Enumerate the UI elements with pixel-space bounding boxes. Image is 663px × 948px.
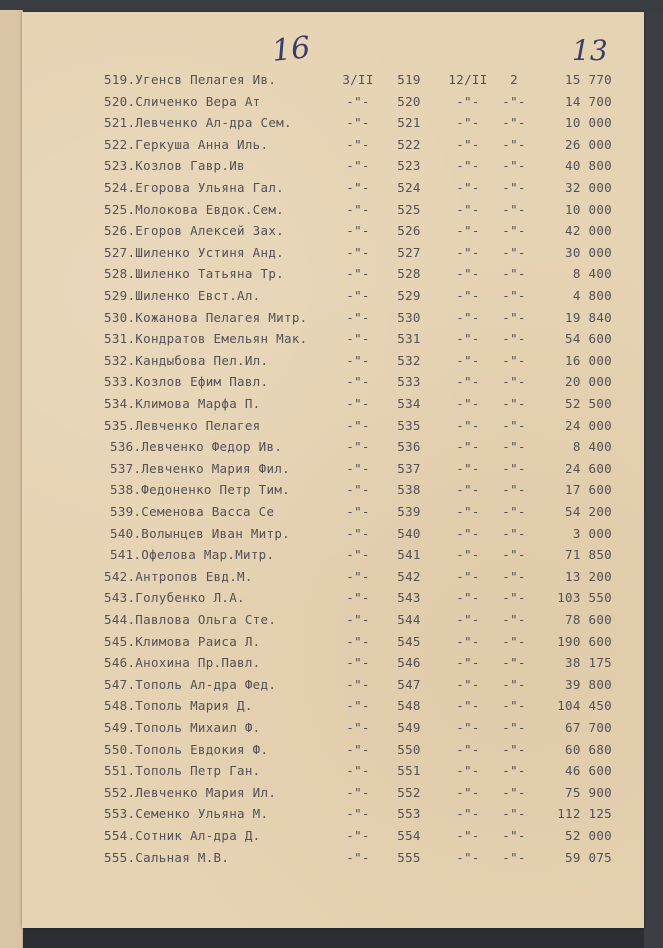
- person-name: 532.Кандыбова Пел.Ил.: [104, 352, 269, 368]
- date-cell: -"-: [346, 180, 370, 195]
- date-cell: -"-: [456, 612, 480, 627]
- amount-cell: 30 000: [565, 244, 612, 260]
- ditto-cell: -"-: [502, 720, 526, 735]
- bleed-through-text: [112, 894, 632, 910]
- amount-cell: 24 000: [565, 417, 612, 433]
- ditto-cell: -"-: [502, 396, 526, 411]
- amount-cell: 14 700: [565, 93, 612, 109]
- table-row: [22, 504, 644, 526]
- ditto-cell: -"-: [502, 309, 526, 325]
- person-name: 533.Козлов Ефим Павл.: [104, 374, 269, 390]
- table-row: [22, 158, 644, 180]
- ditto-cell: -"-: [502, 676, 526, 692]
- ditto-cell: -"-: [502, 612, 526, 627]
- table-row: [22, 288, 644, 310]
- amount-cell: 104 450: [557, 698, 612, 714]
- table-row: [22, 353, 644, 375]
- amount-cell: 26 000: [565, 136, 612, 152]
- date-cell: -"-: [456, 828, 480, 843]
- entry-number: 527: [397, 244, 421, 260]
- date-cell: -"-: [456, 806, 480, 822]
- date-cell: -"-: [346, 460, 370, 476]
- entry-number: 541: [397, 547, 421, 563]
- date-cell: -"-: [346, 93, 370, 109]
- person-name: 552.Левченко Мария Ил.: [104, 784, 277, 800]
- date-cell: -"-: [346, 136, 370, 152]
- entry-number: 529: [397, 288, 421, 303]
- amount-cell: 52 000: [565, 828, 612, 843]
- date-cell: -"-: [346, 633, 370, 649]
- ditto-cell: -"-: [502, 633, 526, 649]
- entry-number: 540: [397, 525, 421, 541]
- person-name: 554.Сотник Ал-дра Д.: [104, 828, 261, 843]
- date-cell: -"-: [456, 741, 480, 757]
- date-cell: -"-: [456, 331, 480, 347]
- amount-cell: 16 000: [565, 352, 612, 368]
- amount-cell: 3 000: [572, 525, 612, 541]
- table-row: [22, 180, 644, 202]
- ditto-cell: -"-: [502, 288, 526, 303]
- entry-number: 551: [397, 763, 421, 779]
- table-row: [22, 720, 644, 742]
- table-row: [22, 94, 644, 116]
- table-row: [22, 655, 644, 677]
- amount-cell: 42 000: [565, 223, 612, 239]
- date-cell: 12/II: [448, 72, 488, 87]
- person-name: 528.Шиленко Татьяна Тр.: [104, 266, 284, 282]
- person-name: 527.Шиленко Устиня Анд.: [104, 244, 284, 260]
- date-cell: -"-: [346, 568, 370, 584]
- table-row: [22, 245, 644, 267]
- ditto-cell: -"-: [502, 136, 526, 152]
- date-cell: -"-: [346, 331, 370, 347]
- date-cell: -"-: [346, 201, 370, 217]
- person-name: 541.Офелова Мар.Митр.: [110, 547, 275, 563]
- date-cell: -"-: [346, 374, 370, 390]
- ditto-cell: -"-: [502, 698, 526, 714]
- handwritten-mark: 16: [270, 30, 312, 69]
- amount-cell: 52 500: [565, 396, 612, 411]
- table-row: [22, 634, 644, 656]
- amount-cell: 67 700: [565, 720, 612, 735]
- ditto-cell: -"-: [502, 180, 526, 195]
- ditto-cell: -"-: [502, 223, 526, 239]
- amount-cell: 8 400: [572, 439, 612, 455]
- date-cell: -"-: [456, 396, 480, 411]
- table-row: [22, 418, 644, 440]
- date-cell: -"-: [456, 504, 480, 519]
- date-cell: -"-: [346, 309, 370, 325]
- person-name: 535.Левченко Пелагея: [104, 417, 261, 433]
- entry-number: 546: [397, 655, 421, 671]
- table-row: [22, 698, 644, 720]
- table-row: [22, 763, 644, 785]
- date-cell: -"-: [456, 547, 480, 563]
- date-cell: -"-: [456, 849, 480, 865]
- entry-number: 526: [397, 223, 421, 239]
- person-name: 519.Угенсв Пелагея Ив.: [104, 72, 277, 87]
- person-name: 544.Павлова Ольга Сте.: [104, 612, 277, 627]
- person-name: 546.Анохина Пр.Павл.: [104, 655, 261, 671]
- amount-cell: 38 175: [565, 655, 612, 671]
- person-name: 538.Федоненко Петр Тим.: [110, 482, 290, 498]
- date-cell: -"-: [346, 439, 370, 455]
- ditto-cell: -"-: [502, 482, 526, 498]
- date-cell: -"-: [346, 741, 370, 757]
- date-cell: -"-: [456, 223, 480, 239]
- entry-number: 521: [397, 115, 421, 131]
- amount-cell: 19 840: [565, 309, 612, 325]
- date-cell: -"-: [456, 201, 480, 217]
- person-name: 539.Семенова Васса Се: [110, 504, 275, 519]
- entry-number: 544: [397, 612, 421, 627]
- person-name: 550.Тополь Евдокия Ф.: [104, 741, 269, 757]
- person-name: 536.Левченко Федор Ив.: [110, 439, 283, 455]
- ditto-cell: -"-: [502, 568, 526, 584]
- amount-cell: 4 800: [572, 288, 612, 303]
- entry-number: 553: [397, 806, 421, 822]
- date-cell: -"-: [456, 417, 480, 433]
- ditto-cell: -"-: [502, 741, 526, 757]
- amount-cell: 15 770: [565, 72, 612, 87]
- ditto-cell: -"-: [502, 460, 526, 476]
- person-name: 524.Егорова Ульяна Гал.: [104, 180, 284, 195]
- date-cell: -"-: [456, 374, 480, 390]
- date-cell: -"-: [346, 547, 370, 563]
- amount-cell: 10 000: [565, 115, 612, 131]
- table-row: [22, 439, 644, 461]
- table-row: [22, 547, 644, 569]
- person-name: 542.Антропов Евд.М.: [104, 568, 253, 584]
- date-cell: -"-: [456, 568, 480, 584]
- date-cell: -"-: [456, 482, 480, 498]
- ditto-cell: -"-: [502, 266, 526, 282]
- person-name: 530.Кожанова Пелагея Митр.: [104, 309, 308, 325]
- table-row: [22, 396, 644, 418]
- amount-cell: 20 000: [565, 374, 612, 390]
- entry-number: 547: [397, 676, 421, 692]
- ditto-cell: -"-: [502, 849, 526, 865]
- person-name: 534.Климова Марфа П.: [104, 396, 261, 411]
- date-cell: -"-: [346, 655, 370, 671]
- date-cell: 3/II: [342, 72, 374, 87]
- person-name: 540.Волынцев Иван Митр.: [110, 525, 290, 541]
- date-cell: -"-: [346, 763, 370, 779]
- date-cell: -"-: [456, 352, 480, 368]
- entry-number: 519: [397, 72, 421, 87]
- date-cell: -"-: [456, 784, 480, 800]
- amount-cell: 24 600: [565, 460, 612, 476]
- table-row: [22, 266, 644, 288]
- person-name: 549.Тополь Михаил Ф.: [104, 720, 261, 735]
- entry-number: 548: [397, 698, 421, 714]
- entry-number: 536: [397, 439, 421, 455]
- table-row: [22, 482, 644, 504]
- ditto-cell: -"-: [502, 590, 526, 606]
- ditto-cell: -"-: [502, 763, 526, 779]
- adjacent-page-edge: [0, 10, 23, 948]
- ditto-cell: -"-: [502, 115, 526, 131]
- table-row: [22, 374, 644, 396]
- entry-number: 539: [397, 504, 421, 519]
- document-page: [22, 12, 644, 928]
- amount-cell: 78 600: [565, 612, 612, 627]
- person-name: 523.Козлов Гавр.Ив: [104, 158, 245, 174]
- person-name: 521.Левченко Ал-дра Сем.: [104, 115, 292, 131]
- entry-number: 543: [397, 590, 421, 606]
- date-cell: -"-: [456, 93, 480, 109]
- table-row: [22, 828, 644, 850]
- ditto-cell: -"-: [502, 655, 526, 671]
- amount-cell: 103 550: [557, 590, 612, 606]
- entry-number: 550: [397, 741, 421, 757]
- entry-number: 525: [397, 201, 421, 217]
- date-cell: -"-: [346, 417, 370, 433]
- date-cell: -"-: [456, 158, 480, 174]
- table-row: [22, 223, 644, 245]
- entry-number: 524: [397, 180, 421, 195]
- date-cell: -"-: [456, 288, 480, 303]
- ditto-cell: -"-: [502, 547, 526, 563]
- ditto-cell: -"-: [502, 504, 526, 519]
- date-cell: -"-: [456, 460, 480, 476]
- ditto-cell: -"-: [502, 158, 526, 174]
- handwritten-page-number: 13: [572, 34, 608, 67]
- person-name: 543.Голубенко Л.А.: [104, 590, 245, 606]
- ditto-cell: 2: [510, 72, 518, 87]
- amount-cell: 71 850: [565, 547, 612, 563]
- amount-cell: 39 800: [565, 676, 612, 692]
- ditto-cell: -"-: [502, 374, 526, 390]
- amount-cell: 46 600: [565, 763, 612, 779]
- date-cell: -"-: [456, 763, 480, 779]
- table-row: [22, 526, 644, 548]
- entry-number: 523: [397, 158, 421, 174]
- entry-number: 542: [397, 568, 421, 584]
- person-name: 537.Левченко Мария Фил.: [110, 460, 290, 476]
- entry-number: 555: [397, 849, 421, 865]
- date-cell: -"-: [456, 633, 480, 649]
- entry-number: 535: [397, 417, 421, 433]
- amount-cell: 13 200: [565, 568, 612, 584]
- table-row: [22, 310, 644, 332]
- table-row: [22, 137, 644, 159]
- entry-number: 552: [397, 784, 421, 800]
- date-cell: -"-: [346, 158, 370, 174]
- amount-cell: 112 125: [557, 806, 612, 822]
- date-cell: -"-: [456, 720, 480, 735]
- table-row: [22, 742, 644, 764]
- date-cell: -"-: [346, 612, 370, 627]
- date-cell: -"-: [346, 698, 370, 714]
- ditto-cell: -"-: [502, 525, 526, 541]
- amount-cell: 75 900: [565, 784, 612, 800]
- amount-cell: 60 680: [565, 741, 612, 757]
- entry-number: 554: [397, 828, 421, 843]
- entry-number: 534: [397, 396, 421, 411]
- table-row: [22, 202, 644, 224]
- date-cell: -"-: [346, 590, 370, 606]
- entry-number: 549: [397, 720, 421, 735]
- person-name: 529.Шиленко Евст.Ал.: [104, 288, 261, 303]
- date-cell: -"-: [346, 223, 370, 239]
- date-cell: -"-: [346, 828, 370, 843]
- date-cell: -"-: [346, 288, 370, 303]
- amount-cell: 59 075: [565, 849, 612, 865]
- entry-number: 522: [397, 136, 421, 152]
- date-cell: -"-: [346, 396, 370, 411]
- ditto-cell: -"-: [502, 828, 526, 843]
- table-row: [22, 569, 644, 591]
- date-cell: -"-: [456, 266, 480, 282]
- table-row: [22, 115, 644, 137]
- table-row: [22, 72, 644, 94]
- amount-cell: 17 600: [565, 482, 612, 498]
- person-name: 555.Сальная М.В.: [104, 849, 230, 865]
- ditto-cell: -"-: [502, 806, 526, 822]
- amount-cell: 32 000: [565, 180, 612, 195]
- table-row: [22, 806, 644, 828]
- entry-number: 530: [397, 309, 421, 325]
- amount-cell: 10 000: [565, 201, 612, 217]
- person-name: 531.Кондратов Емельян Мак.: [104, 331, 308, 347]
- table-row: [22, 850, 644, 872]
- date-cell: -"-: [346, 504, 370, 519]
- entry-number: 538: [397, 482, 421, 498]
- date-cell: -"-: [456, 698, 480, 714]
- entry-number: 532: [397, 352, 421, 368]
- table-row: [22, 612, 644, 634]
- person-name: 520.Сличенко Вера Ат: [104, 93, 261, 109]
- ditto-cell: -"-: [502, 439, 526, 455]
- entry-number: 520: [397, 93, 421, 109]
- date-cell: -"-: [456, 136, 480, 152]
- date-cell: -"-: [346, 352, 370, 368]
- entry-number: 537: [397, 460, 421, 476]
- ditto-cell: -"-: [502, 244, 526, 260]
- date-cell: -"-: [346, 266, 370, 282]
- person-name: 551.Тополь Петр Ган.: [104, 763, 261, 779]
- date-cell: -"-: [346, 720, 370, 735]
- amount-cell: 8 400: [572, 266, 612, 282]
- table-row: [22, 785, 644, 807]
- ditto-cell: -"-: [502, 352, 526, 368]
- scan-frame-right: [644, 12, 663, 948]
- amount-cell: 54 200: [565, 504, 612, 519]
- person-name: 548.Тополь Мария Д.: [104, 698, 253, 714]
- date-cell: -"-: [346, 115, 370, 131]
- entry-number: 545: [397, 633, 421, 649]
- date-cell: -"-: [456, 244, 480, 260]
- ditto-cell: -"-: [502, 201, 526, 217]
- date-cell: -"-: [456, 655, 480, 671]
- entry-number: 531: [397, 331, 421, 347]
- table-row: [22, 590, 644, 612]
- ditto-cell: -"-: [502, 417, 526, 433]
- table-row: [22, 331, 644, 353]
- date-cell: -"-: [346, 482, 370, 498]
- person-name: 522.Геркуша Анна Иль.: [104, 136, 269, 152]
- table-row: [22, 677, 644, 699]
- date-cell: -"-: [456, 309, 480, 325]
- person-name: 545.Климова Раиса Л.: [104, 633, 261, 649]
- date-cell: -"-: [456, 180, 480, 195]
- date-cell: -"-: [456, 525, 480, 541]
- date-cell: -"-: [456, 590, 480, 606]
- date-cell: -"-: [346, 244, 370, 260]
- date-cell: -"-: [346, 676, 370, 692]
- amount-cell: 54 600: [565, 331, 612, 347]
- ditto-cell: -"-: [502, 784, 526, 800]
- date-cell: -"-: [346, 806, 370, 822]
- amount-cell: 190 600: [557, 633, 612, 649]
- entry-number: 533: [397, 374, 421, 390]
- entry-number: 528: [397, 266, 421, 282]
- date-cell: -"-: [456, 676, 480, 692]
- person-name: 547.Тополь Ал-дра Фед.: [104, 676, 277, 692]
- ditto-cell: -"-: [502, 93, 526, 109]
- person-name: 525.Молокова Евдок.Сем.: [104, 201, 284, 217]
- person-name: 526.Егоров Алексей Зах.: [104, 223, 284, 239]
- amount-cell: 40 800: [565, 158, 612, 174]
- person-name: 553.Семенко Ульяна М.: [104, 806, 269, 822]
- date-cell: -"-: [346, 784, 370, 800]
- table-row: [22, 461, 644, 483]
- ditto-cell: -"-: [502, 331, 526, 347]
- date-cell: -"-: [456, 439, 480, 455]
- date-cell: -"-: [346, 849, 370, 865]
- date-cell: -"-: [346, 525, 370, 541]
- date-cell: -"-: [456, 115, 480, 131]
